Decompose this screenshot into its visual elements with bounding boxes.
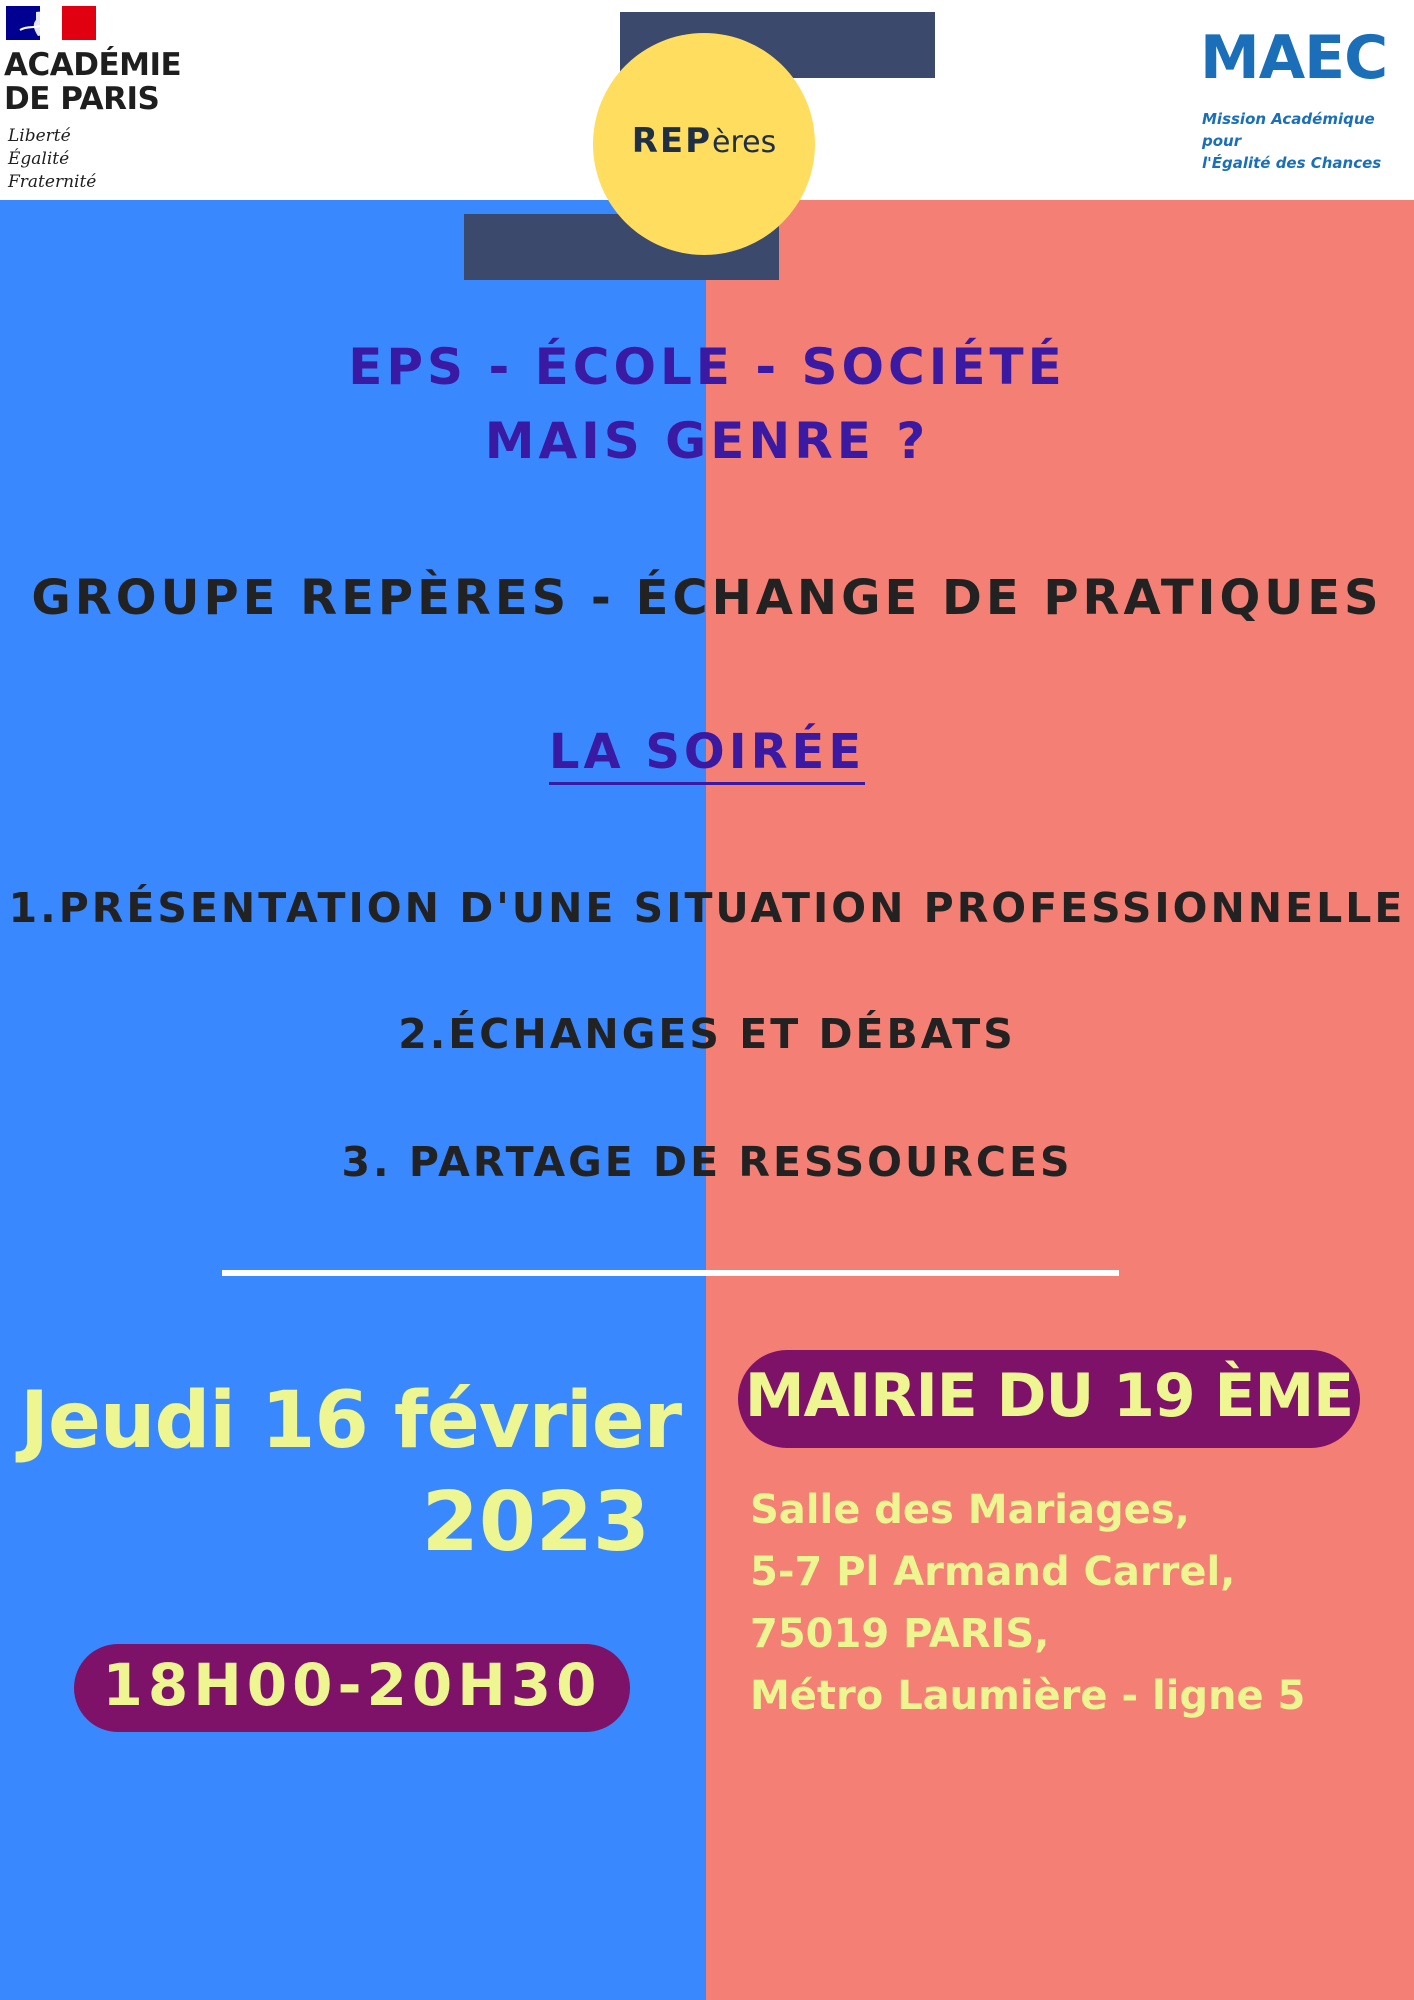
section-divider — [222, 1270, 1119, 1276]
motto-liberte: Liberté — [8, 126, 71, 146]
marianne-flag-icon — [6, 6, 96, 42]
reperes-badge-label — [593, 121, 815, 161]
address-line-3: 75019 PARIS, — [750, 1611, 1050, 1657]
academie-name-line-2: DE PARIS — [4, 81, 160, 117]
soiree-heading-text: LA SOIRÉE — [549, 724, 865, 785]
event-time: 18H00-20H30 — [102, 1651, 602, 1719]
group-title: GROUPE REPÈRES - ÉCHANGE DE PRATIQUES — [31, 570, 1383, 626]
event-venue: MAIRIE DU 19 ÈME — [744, 1361, 1354, 1431]
soiree-heading — [0, 724, 1414, 780]
reperes-badge-rest: ères — [712, 125, 777, 160]
reperes-badge-strong: REP — [631, 121, 713, 161]
academie-name-line-1: ACADÉMIE — [4, 47, 182, 83]
address-line-4: Métro Laumière - ligne 5 — [750, 1673, 1306, 1719]
address-line-1: Salle des Mariages, — [750, 1487, 1190, 1533]
maec-subtitle-line-1: Mission Académique — [1202, 110, 1375, 128]
motto-egalite: Égalité — [8, 149, 70, 169]
academie-paris-logo — [0, 0, 230, 200]
address-line-2: 5-7 Pl Armand Carrel, — [750, 1549, 1236, 1595]
event-date-line-1: Jeudi 16 février — [20, 1376, 682, 1466]
agenda-item-3: 3. PARTAGE DE RESSOURCES — [341, 1138, 1073, 1186]
event-date-line-2: 2023 — [421, 1475, 650, 1570]
maec-subtitle-line-2: pour — [1202, 132, 1242, 150]
agenda-item-1: 1.PRÉSENTATION D'UNE SITUATION PROFESSIONNELLE — [8, 884, 1406, 932]
maec-logo-acronym: MAEC — [1200, 23, 1388, 93]
maec-subtitle-line-3: l'Égalité des Chances — [1202, 154, 1382, 172]
title-line-1: EPS - ÉCOLE - SOCIÉTÉ — [348, 338, 1066, 396]
agenda-item-2: 2.ÉCHANGES ET DÉBATS — [398, 1010, 1016, 1058]
right-salmon-panel — [706, 200, 1414, 2000]
motto-fraternite: Fraternité — [8, 172, 97, 192]
title-line-2: MAIS GENRE ? — [484, 412, 930, 470]
